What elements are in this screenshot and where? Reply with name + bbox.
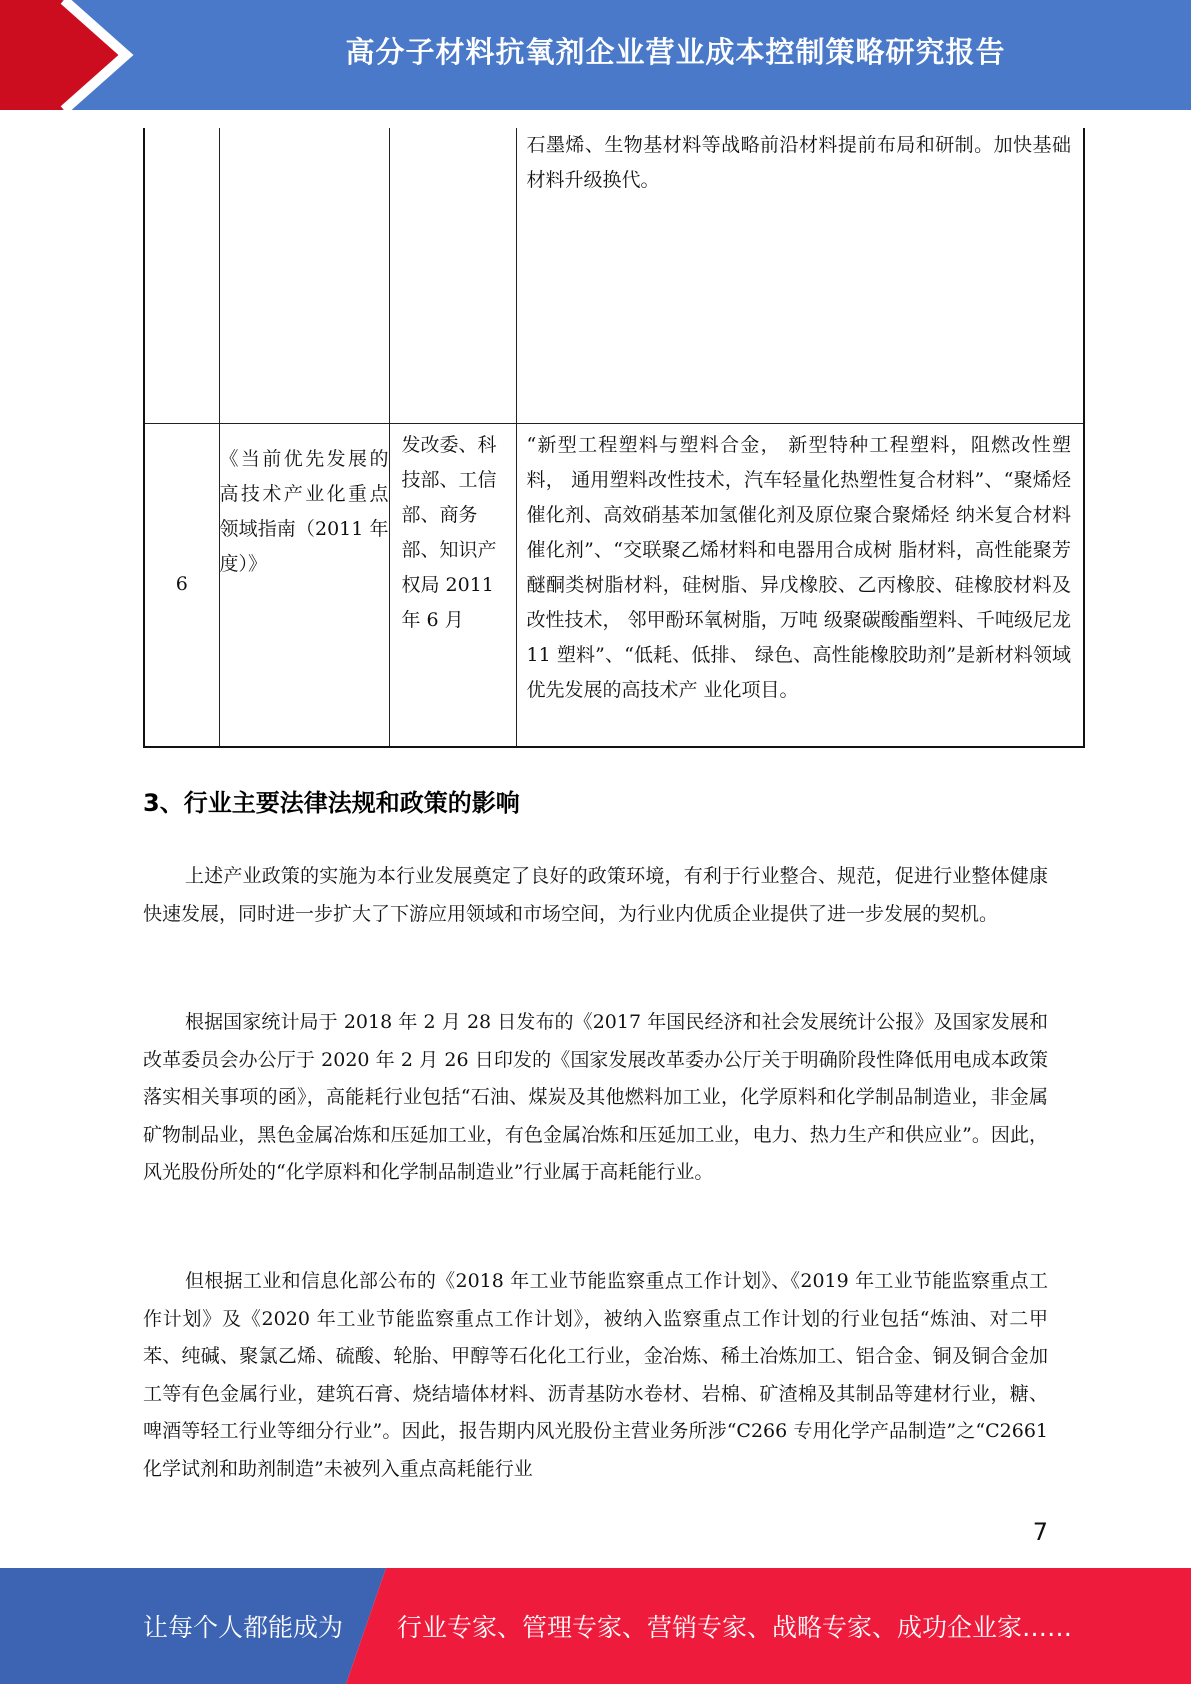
body-paragraph: 但根据工业和信息化部公布的《2018 年工业节能监察重点工作计划》、《2019 年工业节能监察重点工作计划》及《2020 年工业节能监察重点工作计划》，被纳入监察重点工作计划的行业包括“炼油、对二甲苯、纯碱、聚氯乙烯、硫酸、轮胎、甲醇等石化化工行业，金冶炼、稀土冶炼加工、铝合金、铜及铜合金加工等有色金属行业，建筑石膏、烧结墙体材料、沥青基防水卷材、岩棉、矿渣棉及其制品等建材行业，糖、啤酒等轻工行业等细分行业”。因此，报告期内风光股份主营业务所涉“C266 专用化学产品制造”之“C2661 化学试剂和助剂制造”未被列入重点高耗能行业: [143, 1270, 1048, 1480]
policy-content-cell: “新型工程塑料与塑料合金， 新型特种工程塑料，阻燃改性塑料， 通用塑料改性技术，汽车轻量化热塑性复合材料”、“聚烯烃催化剂、高效硝基苯加氢催化剂及原位聚合聚烯烃 纳米复合材料催化剂”、“交联聚乙烯材料和电器用合成树 脂材料，高性能聚芳醚酮类树脂材料，硅树脂、异戊橡胶、乙丙橡胶、硅橡胶材料及改性技术， 邻甲酚环氧树脂，万吨 级聚碳酸酯塑料、千吨级尼龙 11 塑料”、“低耗、低排、 绿色、高性能橡胶助剂”是新材料领域优先发展的高技术产 业化项目。: [516, 423, 1084, 747]
footer-slogan-right: 行业专家、管理专家、营销专家、战略专家、成功企业家……: [397, 1613, 1073, 1642]
page-number: 7: [1032, 1518, 1048, 1546]
table-row: [144, 128, 1084, 423]
header-arrow-decoration: [0, 0, 150, 110]
body-paragraph: 根据国家统计局于 2018 年 2 月 28 日发布的《2017 年国民经济和社会发展统计公报》及国家发展和改革委员会办公厅于 2020 年 2 月 26 日印发的《国家发展改革委办公厅关于明确阶段性降低用电成本政策落实相关事项的函》，高能耗行业包括“石油、煤炭及其他燃料加工业，化学原料和化学制品制造业，非金属矿物制品业，黑色金属冶炼和压延加工业，有色金属冶炼和压延加工业，电力、热力生产和供应业”。因此，风光股份所处的“化学原料和化学制品制造业”行业属于高耗能行业。: [143, 1011, 1048, 1183]
page-header: [0, 0, 1191, 110]
page-footer: [0, 1568, 1191, 1684]
table-row: [144, 423, 1084, 747]
section-heading: 3、行业主要法律法规和政策的影响: [143, 789, 520, 817]
policy-name-cell: 《当前优先发展的高技术产业化重点领域指南（2011 年度）》: [219, 423, 389, 747]
row-number-cell: 6: [144, 423, 219, 747]
issuing-department-cell: [389, 128, 516, 423]
policy-table: [143, 128, 1085, 748]
policy-content-cell: 石墨烯、生物基材料等战略前沿材料提前布局和研制。加快基础材料升级换代。: [516, 128, 1084, 423]
body-paragraph: 上述产业政策的实施为本行业发展奠定了良好的政策环境，有利于行业整合、规范，促进行业整体健康快速发展，同时进一步扩大了下游应用领域和市场空间，为行业内优质企业提供了进一步发展的契机。: [143, 865, 1048, 925]
row-number-cell: [144, 128, 219, 423]
report-title: 高分子材料抗氧剂企业营业成本控制策略研究报告: [345, 34, 1006, 69]
footer-slogan-left: 让每个人都能成为: [143, 1613, 344, 1642]
issuing-department-cell: 发改委、科技部、工信部、商务部、知识产权局 2011 年 6 月: [389, 423, 516, 747]
policy-name-cell: [219, 128, 389, 423]
